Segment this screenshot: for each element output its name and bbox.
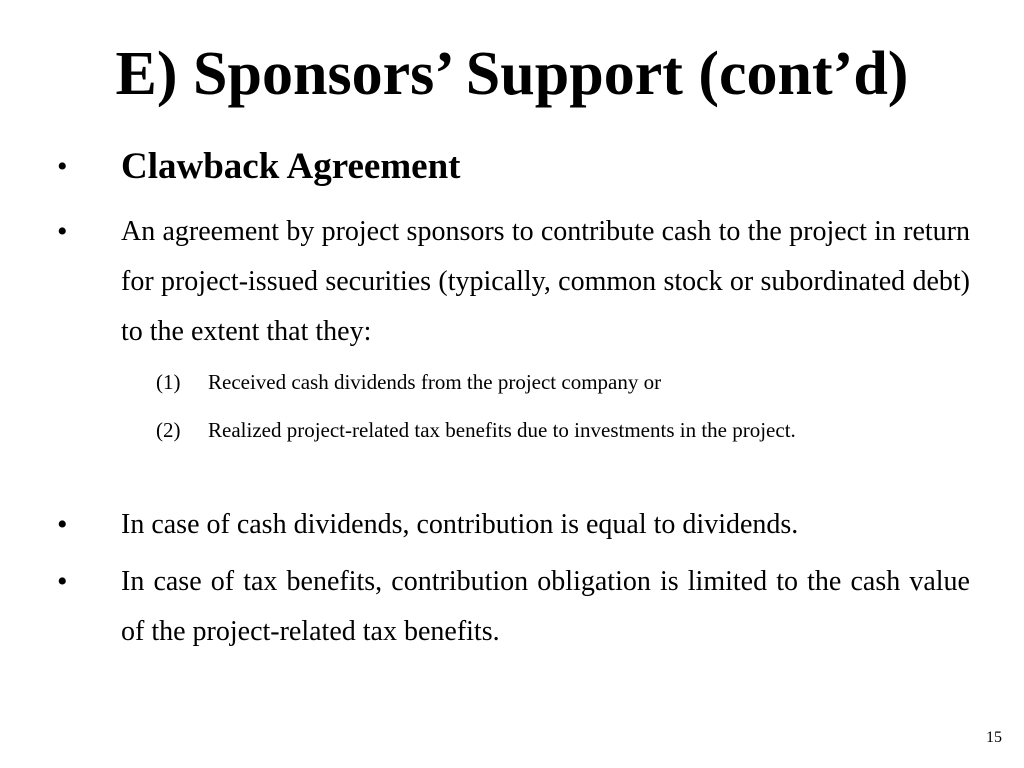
sub-item-text: Received cash dividends from the project company or xyxy=(208,370,662,394)
page-number: 15 xyxy=(986,729,1002,746)
bullet-text-tax-benefits: In case of tax benefits, contribution obligation is limited to the cash value of the project-related tax benefits. xyxy=(121,566,970,647)
bullet-heading-clawback: Clawback Agreement xyxy=(121,146,461,187)
bullet-text-cash-dividends: In case of cash dividends, contribution is equal to dividends. xyxy=(121,509,799,540)
slide-title: E) Sponsors’ Support (cont’d) xyxy=(115,40,909,108)
sub-item-number: (2) xyxy=(156,418,181,442)
bullet-marker: • xyxy=(57,508,68,541)
sub-item-number: (1) xyxy=(156,370,181,394)
bullet-text-definition: An agreement by project sponsors to contribute cash to the project in return for project-issued securities (typically, common stock or subordinated debt) to the extent that they: xyxy=(121,216,970,347)
bullet-marker: • xyxy=(57,150,68,183)
sub-item-text: Realized project-related tax benefits due to investments in the project. xyxy=(208,418,796,442)
bullet-marker: • xyxy=(57,565,68,598)
bullet-marker: • xyxy=(57,215,68,248)
